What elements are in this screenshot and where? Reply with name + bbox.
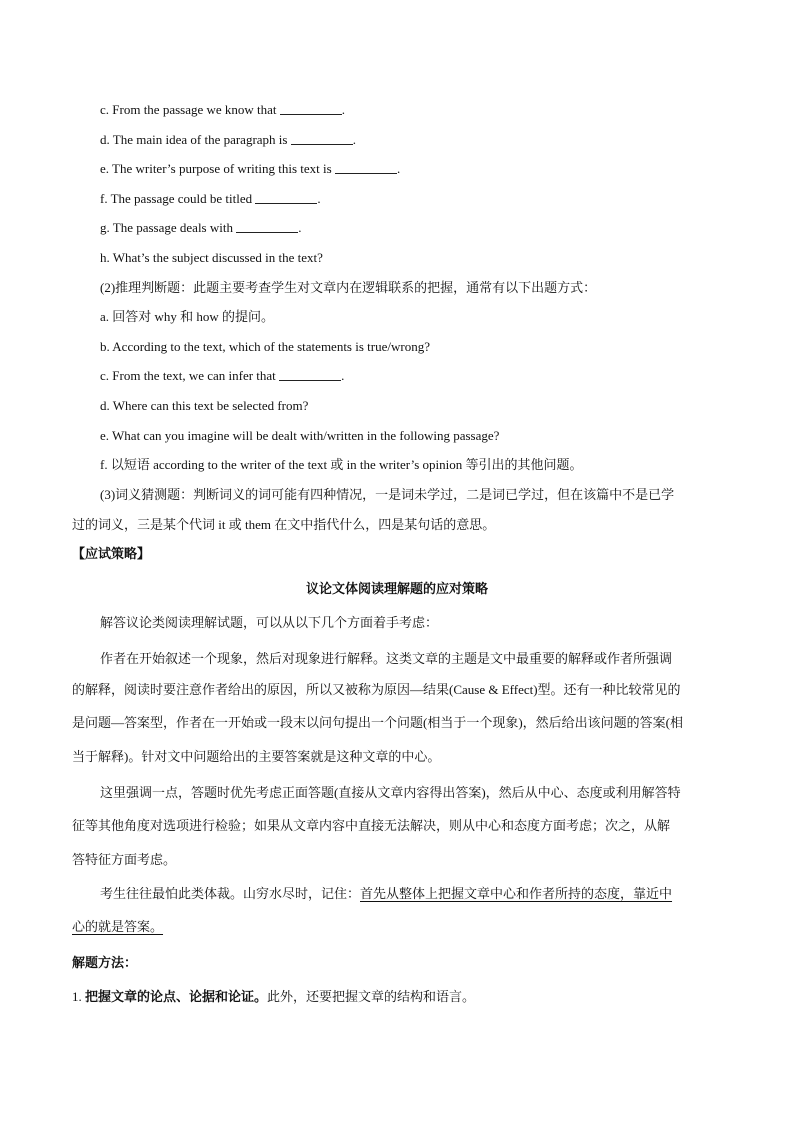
question-line-g: g. The passage deals with . (100, 220, 302, 235)
paragraph-3-line-1: 这里强调一点，答题时优先考虑正面答题(直接从文章内容得出答案)，然后从中心、态度或利用解答特 (100, 785, 681, 800)
paragraph-2-line-4: 当于解释)。针对文中问题给出的主要答案就是这种文章的中心。 (72, 749, 441, 764)
question-line-h: h. What’s the subject discussed in the text? (100, 250, 323, 265)
section-2-item-f: f. 以短语 according to the writer of the text 或 in the writer’s opinion 等引出的其他问题。 (100, 457, 583, 472)
answer-blank (280, 102, 342, 115)
paragraph-3-line-2: 征等其他角度对选项进行检验；如果从文章内容中直接无法解决，则从中心和态度方面考虑；次之，从解 (72, 818, 671, 833)
answer-blank (335, 161, 397, 174)
question-line-d: d. The main idea of the paragraph is . (100, 132, 356, 147)
paragraph-2-line-2: 的解释，阅读时要注意作者给出的原因，所以又被称为原因—结果(Cause & Effect)型。还有一种比较常见的 (72, 682, 681, 697)
paragraph-2-line-3: 是问题—答案型，作者在一开始或一段末以问句提出一个问题(相当于一个现象)，然后给出该问题的答案(相 (72, 715, 683, 730)
paragraph-4-line-2: 心的就是答案。 (72, 919, 164, 934)
answer-blank (236, 220, 298, 233)
paragraph-2-line-1: 作者在开始叙述一个现象，然后对现象进行解释。这类文章的主题是文中最重要的解释或作者所强调 (100, 651, 673, 666)
answer-blank (255, 191, 317, 204)
section-2-item-a: a. 回答对 why 和 how 的提问。 (100, 309, 275, 324)
method-item-1: 1. 把握文章的论点、论据和论证。此外，还要把握文章的结构和语言。 (72, 989, 476, 1004)
question-line-e: e. The writer’s purpose of writing this text is . (100, 161, 401, 176)
section-2-item-c: c. From the text, we can infer that . (100, 368, 345, 383)
paragraph-4-line-1: 考生往往最怕此类体裁。山穷水尽时，记住：首先从整体上把握文章中心和作者所持的态度，靠近中 (100, 886, 673, 901)
section-2-title: (2)推理判断题：此题主要考查学生对文章内在逻辑联系的把握，通常有以下出题方式： (100, 280, 597, 295)
paragraph-3-line-3: 答特征方面考虑。 (72, 852, 177, 867)
answer-blank (279, 368, 341, 381)
section-2-item-b: b. According to the text, which of the statements is true/wrong? (100, 339, 430, 354)
section-3-line-2: 过的词义，三是某个代词 it 或 them 在文中指代什么，四是某句话的意思。 (72, 517, 496, 532)
paragraph-1: 解答议论类阅读理解试题，可以从以下几个方面着手考虑： (100, 615, 439, 630)
question-line-c: c. From the passage we know that . (100, 102, 346, 117)
strategy-heading: 【应试策略】 (72, 546, 151, 561)
question-line-f: f. The passage could be titled . (100, 191, 321, 206)
section-2-item-d: d. Where can this text be selected from? (100, 398, 309, 413)
answer-blank (291, 132, 353, 145)
section-2-item-e: e. What can you imagine will be dealt with/written in the following passage? (100, 428, 500, 443)
section-3-line-1: (3)词义猜测题：判断词义的词可能有四种情况，一是词未学过，二是词已学过，但在该篇中不是已学 (100, 487, 675, 502)
method-heading: 解题方法： (72, 955, 138, 970)
center-title: 议论文体阅读理解题的应对策略 (305, 581, 488, 596)
key-point-underlined: 首先从整体上把握文章中心和作者所持的态度，靠近中 (360, 886, 673, 901)
